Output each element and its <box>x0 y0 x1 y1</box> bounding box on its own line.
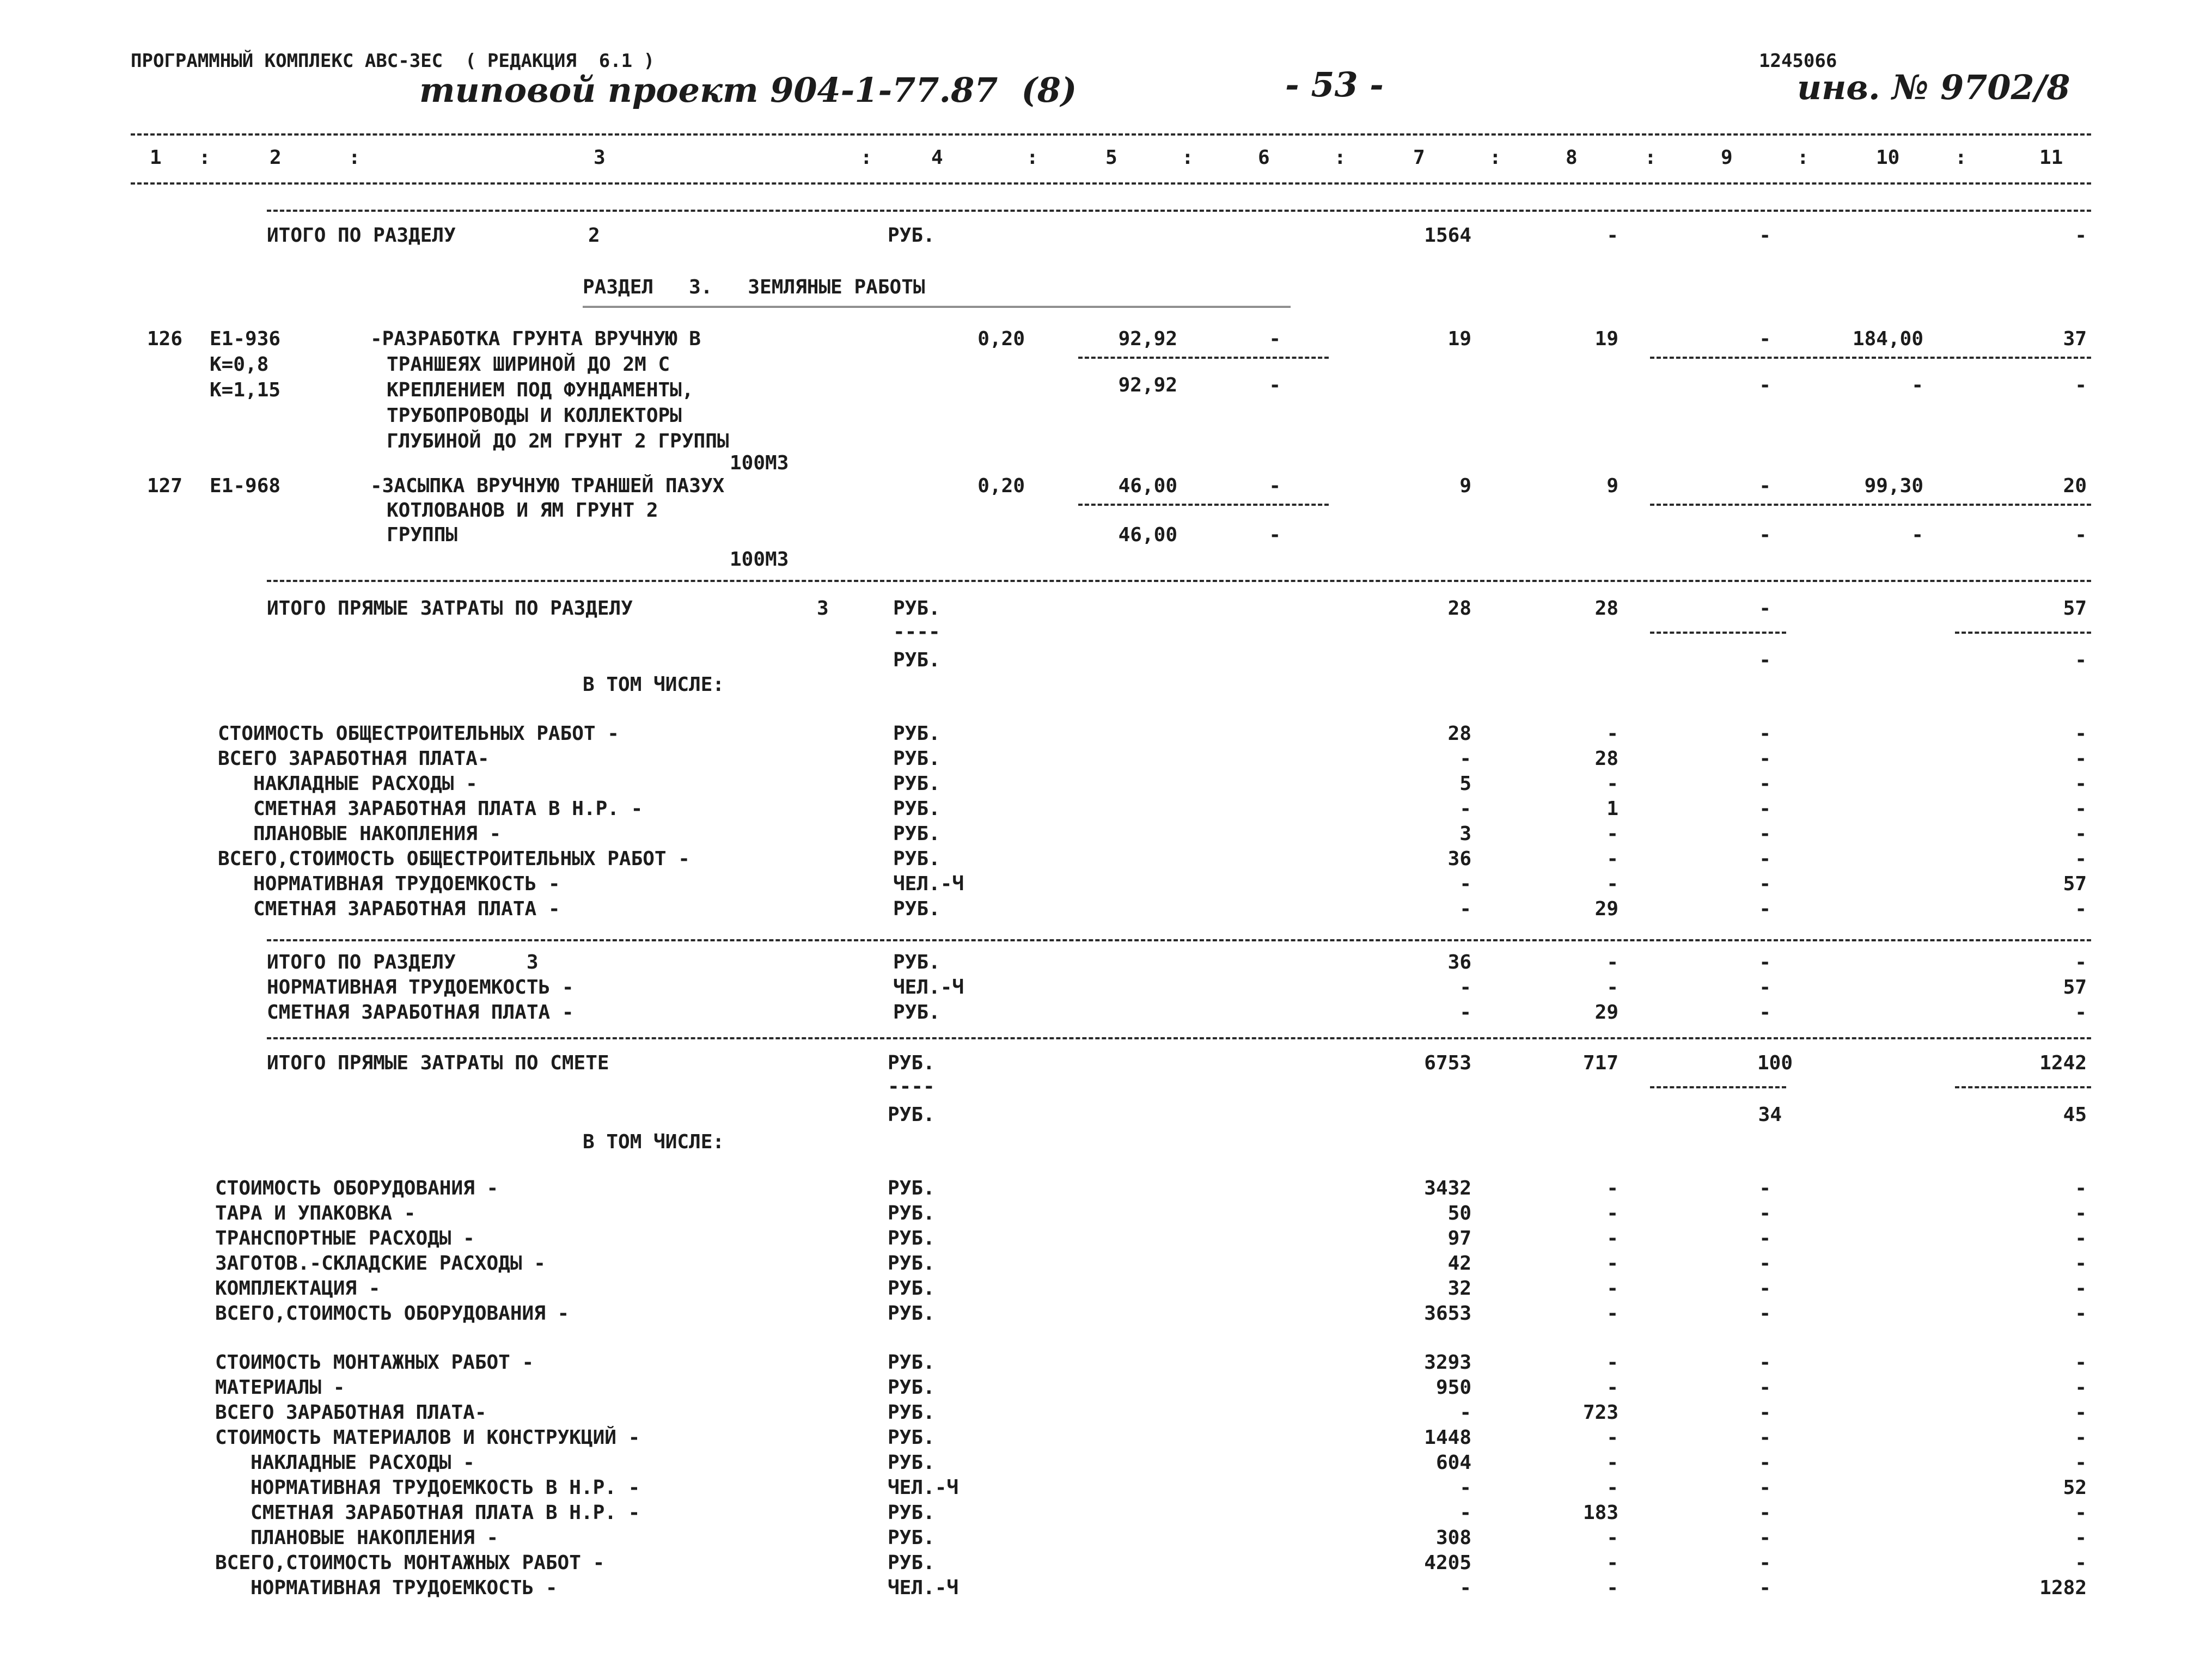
row-c7: - <box>1459 1577 1471 1599</box>
column-separator: : <box>199 146 211 169</box>
row-label: СМЕТНАЯ ЗАРАБОТНАЯ ПЛАТА В Н.Р. - <box>218 798 643 820</box>
row-unit: РУБ. <box>888 1277 935 1300</box>
program-header: ПРОГРАММНЫЙ КОМПЛЕКС АВС-3ЕС ( РЕДАКЦИЯ 6.1 ) <box>131 50 655 72</box>
row-label: СМЕТНАЯ ЗАРАБОТНАЯ ПЛАТА - <box>267 1001 574 1024</box>
row-unit: РУБ. <box>888 1376 935 1399</box>
row-label: СТОИМОСТЬ ОБЩЕСТРОИТЕЛЬНЫХ РАБОТ - <box>218 722 619 745</box>
row-unit: РУБ. <box>888 1552 935 1574</box>
column-header-cell: 2 <box>270 146 282 169</box>
row-c8: - <box>1606 823 1618 845</box>
row-c11: - <box>2075 773 2087 795</box>
row-label: ИТОГО ПО РАЗДЕЛУ 3 <box>267 951 539 973</box>
item-c7: 9 <box>1459 475 1471 497</box>
item-c5: 46,00 <box>1118 475 1177 497</box>
row-unit: РУБ. <box>888 1401 935 1424</box>
row-unit: РУБ. <box>888 1426 935 1449</box>
item-desc-line: -ЗАСЫПКА ВРУЧНУЮ ТРАНШЕЙ ПАЗУХ <box>370 475 725 497</box>
item-desc-line: ГЛУБИНОЙ ДО 2М ГРУНТ 2 ГРУППЫ <box>387 430 729 452</box>
row-label: ВСЕГО,СТОИМОСТЬ МОНТАЖНЫХ РАБОТ - <box>215 1552 605 1574</box>
split-rule <box>1955 632 2091 634</box>
row-c8: - <box>1606 1552 1618 1574</box>
section-rule <box>267 1037 2091 1039</box>
row-label: ВСЕГО ЗАРАБОТНАЯ ПЛАТА- <box>215 1401 487 1424</box>
item-c9: - <box>1759 475 1771 497</box>
row-c9: - <box>1759 1477 1771 1499</box>
direct-est-c9: 100 <box>1757 1052 1793 1074</box>
row-c11: - <box>2075 1202 2087 1224</box>
row-label: ПЛАНОВЫЕ НАКОПЛЕНИЯ - <box>215 1527 499 1549</box>
row-unit: РУБ. <box>893 848 940 870</box>
column-separator: : <box>1182 146 1194 169</box>
column-separator: : <box>1489 146 1501 169</box>
column-separator: : <box>1026 146 1038 169</box>
item-c9: - <box>1759 328 1771 350</box>
row-label: ЗАГОТОВ.-СКЛАДСКИЕ РАСХОДЫ - <box>215 1252 546 1275</box>
row-c8: - <box>1606 773 1618 795</box>
row-c11: - <box>2075 1252 2087 1275</box>
row-c11: - <box>2075 1177 2087 1199</box>
row-label: НОРМАТИВНАЯ ТРУДОЕМКОСТЬ - <box>215 1577 558 1599</box>
row-c11: - <box>2075 1351 2087 1374</box>
item-desc-line: КРЕПЛЕНИЕМ ПОД ФУНДАМЕНТЫ, <box>387 379 694 401</box>
row-c7: 42 <box>1447 1252 1471 1275</box>
row-c8: - <box>1606 1577 1618 1599</box>
row-unit: РУБ. <box>893 951 940 973</box>
project-handwritten: типовой проект 904-1-77.87 (8) <box>419 70 1077 110</box>
item-c10b: - <box>1911 374 1923 396</box>
row-c8: - <box>1606 1527 1618 1549</box>
row-c11: - <box>2075 1426 2087 1449</box>
row-c8: - <box>1606 1376 1618 1399</box>
row-c11: 57 <box>2063 873 2087 895</box>
item-c9b: - <box>1759 524 1771 546</box>
row-c7: - <box>1459 976 1471 999</box>
item-c11b: - <box>2075 524 2087 546</box>
row-c9: - <box>1759 1376 1771 1399</box>
row-label: ВСЕГО,СТОИМОСТЬ ОБЩЕСТРОИТЕЛЬНЫХ РАБОТ - <box>218 848 690 870</box>
section2-total-num: 2 <box>588 224 600 247</box>
item-unit-measure: 100М3 <box>730 548 789 571</box>
header-rule-top <box>131 133 2091 136</box>
row-c7: 3653 <box>1424 1302 1471 1325</box>
row-c8: - <box>1606 848 1618 870</box>
row-label: ТРАНСПОРТНЫЕ РАСХОДЫ - <box>215 1227 475 1250</box>
item-split-rule <box>1650 504 2091 506</box>
row-label: ВСЕГО ЗАРАБОТНАЯ ПЛАТА- <box>218 748 490 770</box>
row-unit: РУБ. <box>888 1252 935 1275</box>
row-label: ТАРА И УПАКОВКА - <box>215 1202 416 1224</box>
row-label: СТОИМОСТЬ МОНТАЖНЫХ РАБОТ - <box>215 1351 534 1374</box>
item-c10: 184,00 <box>1852 328 1923 350</box>
row-c7: 4205 <box>1424 1552 1471 1574</box>
section2-total-c7: 1564 <box>1424 224 1471 247</box>
row-c9: - <box>1759 798 1771 820</box>
row-c7: - <box>1459 798 1471 820</box>
column-header-cell: 10 <box>1876 146 1900 169</box>
row-c11: - <box>2075 722 2087 745</box>
section2-total-c9: - <box>1759 224 1771 247</box>
row-c8: 723 <box>1582 1401 1618 1424</box>
row-unit: РУБ. <box>893 798 940 820</box>
doc-number: 1245066 <box>1759 50 1837 72</box>
row-c8: 29 <box>1594 1001 1618 1024</box>
row-c11: - <box>2075 1527 2087 1549</box>
row-c7: - <box>1459 1477 1471 1499</box>
row-c9: - <box>1759 1527 1771 1549</box>
row-unit: РУБ. <box>893 898 940 920</box>
split-rule <box>1650 1086 1786 1088</box>
item-c5b: 46,00 <box>1118 524 1177 546</box>
row-unit: ЧЕЛ.-Ч <box>888 1577 959 1599</box>
row-c9: - <box>1759 1452 1771 1474</box>
row-c7: - <box>1459 748 1471 770</box>
row-c7: - <box>1459 873 1471 895</box>
column-header-cell: 3 <box>594 146 606 169</box>
direct-est-unit2: РУБ. <box>888 1104 935 1126</box>
row-c11: - <box>2075 1376 2087 1399</box>
row-c8: - <box>1606 1477 1618 1499</box>
row-c7: - <box>1459 1001 1471 1024</box>
row-unit: РУБ. <box>893 823 940 845</box>
row-c9: - <box>1759 1502 1771 1524</box>
column-separator: : <box>1334 146 1346 169</box>
item-c7: 19 <box>1447 328 1471 350</box>
column-separator: : <box>1797 146 1809 169</box>
direct3-c8: 28 <box>1594 597 1618 620</box>
row-c7: 308 <box>1435 1527 1471 1549</box>
column-header-cell: 5 <box>1105 146 1117 169</box>
inventory-number: инв. № 9702/8 <box>1797 68 2070 107</box>
column-separator: : <box>1955 146 1967 169</box>
row-c7: 50 <box>1447 1202 1471 1224</box>
row-c8: - <box>1606 873 1618 895</box>
row-unit: ЧЕЛ.-Ч <box>888 1477 959 1499</box>
row-unit: РУБ. <box>893 1001 940 1024</box>
row-c9: - <box>1759 848 1771 870</box>
row-c11: - <box>2075 1277 2087 1300</box>
direct3-num: 3 <box>817 597 829 620</box>
item-c8: 19 <box>1594 328 1618 350</box>
row-unit: РУБ. <box>888 1302 935 1325</box>
split-rule <box>1955 1086 2091 1088</box>
item-c5b: 92,92 <box>1118 374 1177 396</box>
direct-est-c11b: 45 <box>2063 1104 2087 1126</box>
item-desc-line: КОТЛОВАНОВ И ЯМ ГРУНТ 2 <box>387 499 658 522</box>
row-c7: 3293 <box>1424 1351 1471 1374</box>
section2-total-unit: РУБ. <box>888 224 935 247</box>
item-c9b: - <box>1759 374 1771 396</box>
row-c8: - <box>1606 1202 1618 1224</box>
column-separator: : <box>860 146 872 169</box>
section2-total-c8: - <box>1606 224 1618 247</box>
column-separator: : <box>349 146 360 169</box>
direct3-dashes: ---- <box>893 621 940 643</box>
row-c9: - <box>1759 1277 1771 1300</box>
column-header-cell: 8 <box>1566 146 1578 169</box>
row-c9: - <box>1759 773 1771 795</box>
row-c9: - <box>1759 1351 1771 1374</box>
row-c11: - <box>2075 1552 2087 1574</box>
row-c11: - <box>2075 898 2087 920</box>
row-c8: - <box>1606 976 1618 999</box>
row-c9: - <box>1759 898 1771 920</box>
row-c11: - <box>2075 1001 2087 1024</box>
row-c7: 28 <box>1447 722 1471 745</box>
row-c9: - <box>1759 1401 1771 1424</box>
direct-est-c7: 6753 <box>1424 1052 1471 1074</box>
row-unit: РУБ. <box>893 748 940 770</box>
row-c9: - <box>1759 1177 1771 1199</box>
item-coef: К=1,15 <box>210 379 281 401</box>
direct3-unit: РУБ. <box>893 597 940 620</box>
row-label: СМЕТНАЯ ЗАРАБОТНАЯ ПЛАТА В Н.Р. - <box>215 1502 640 1524</box>
header-rule-bottom <box>131 182 2091 185</box>
section2-total-label: ИТОГО ПО РАЗДЕЛУ <box>267 224 456 247</box>
row-c8: - <box>1606 1177 1618 1199</box>
row-c9: - <box>1759 1577 1771 1599</box>
row-unit: РУБ. <box>888 1351 935 1374</box>
row-unit: РУБ. <box>888 1527 935 1549</box>
row-c9: - <box>1759 951 1771 973</box>
row-c8: 28 <box>1594 748 1618 770</box>
direct3-label: ИТОГО ПРЯМЫЕ ЗАТРАТЫ ПО РАЗДЕЛУ <box>267 597 633 620</box>
section3-title-underline <box>583 306 1291 308</box>
section3-title: РАЗДЕЛ 3. ЗЕМЛЯНЫЕ РАБОТЫ <box>583 276 925 298</box>
row-c9: - <box>1759 873 1771 895</box>
direct3-c11: 57 <box>2063 597 2087 620</box>
row-label: КОМПЛЕКТАЦИЯ - <box>215 1277 381 1300</box>
row-c8: - <box>1606 722 1618 745</box>
row-c9: - <box>1759 823 1771 845</box>
row-c11: - <box>2075 1452 2087 1474</box>
item-c6: - <box>1269 475 1281 497</box>
row-c11: - <box>2075 951 2087 973</box>
row-c9: - <box>1759 748 1771 770</box>
row-c7: 950 <box>1435 1376 1471 1399</box>
item-desc-line: -РАЗРАБОТКА ГРУНТА ВРУЧНУЮ В <box>370 328 701 350</box>
item-c11: 20 <box>2063 475 2087 497</box>
row-c8: - <box>1606 1227 1618 1250</box>
column-header-cell: 1 <box>150 146 162 169</box>
row-c8: - <box>1606 1302 1618 1325</box>
row-c9: - <box>1759 976 1771 999</box>
item-c11: 37 <box>2063 328 2087 350</box>
column-header-cell: 4 <box>931 146 943 169</box>
row-unit: ЧЕЛ.-Ч <box>893 976 964 999</box>
row-unit: РУБ. <box>888 1227 935 1250</box>
row-c9: - <box>1759 722 1771 745</box>
page-number: - 53 - <box>1285 65 1384 105</box>
row-c11: 52 <box>2063 1477 2087 1499</box>
item-c10b: - <box>1911 524 1923 546</box>
section-rule <box>267 580 2091 582</box>
row-label: СТОИМОСТЬ МАТЕРИАЛОВ И КОНСТРУКЦИЙ - <box>215 1426 640 1449</box>
row-c9: - <box>1759 1426 1771 1449</box>
column-header-cell: 6 <box>1258 146 1270 169</box>
direct-est-dashes: ---- <box>888 1075 935 1098</box>
row-c9: - <box>1759 1202 1771 1224</box>
item-number: 127 <box>147 475 183 497</box>
row-c11: - <box>2075 798 2087 820</box>
row-label: СТОИМОСТЬ ОБОРУДОВАНИЯ - <box>215 1177 499 1199</box>
item-c6b: - <box>1269 524 1281 546</box>
row-c8: 1 <box>1606 798 1618 820</box>
row-unit: РУБ. <box>893 773 940 795</box>
row-c7: 604 <box>1435 1452 1471 1474</box>
row-c7: 36 <box>1447 848 1471 870</box>
item-c11b: - <box>2075 374 2087 396</box>
direct3-c9b: - <box>1759 649 1771 671</box>
row-unit: РУБ. <box>888 1177 935 1199</box>
row-c7: 5 <box>1459 773 1471 795</box>
row-unit: РУБ. <box>893 722 940 745</box>
row-label: НОРМАТИВНАЯ ТРУДОЕМКОСТЬ - <box>218 873 560 895</box>
direct-est-unit: РУБ. <box>888 1052 935 1074</box>
item-c6b: - <box>1269 374 1281 396</box>
row-c11: - <box>2075 1502 2087 1524</box>
item-c6: - <box>1269 328 1281 350</box>
direct-est-c11: 1242 <box>2039 1052 2087 1074</box>
row-c7: - <box>1459 1401 1471 1424</box>
row-label: СМЕТНАЯ ЗАРАБОТНАЯ ПЛАТА - <box>218 898 560 920</box>
row-c11: 57 <box>2063 976 2087 999</box>
row-c11: - <box>2075 1302 2087 1325</box>
row-c8: - <box>1606 1277 1618 1300</box>
item-desc-line: ТРУБОПРОВОДЫ И КОЛЛЕКТОРЫ <box>387 405 682 427</box>
direct-est-label: ИТОГО ПРЯМЫЕ ЗАТРАТЫ ПО СМЕТЕ <box>267 1052 609 1074</box>
row-c9: - <box>1759 1227 1771 1250</box>
row-c7: 36 <box>1447 951 1471 973</box>
row-label: НОРМАТИВНАЯ ТРУДОЕМКОСТЬ В Н.Р. - <box>215 1477 640 1499</box>
row-c8: - <box>1606 1452 1618 1474</box>
direct3-c11b: - <box>2075 649 2087 671</box>
row-c7: 3 <box>1459 823 1471 845</box>
row-c7: 97 <box>1447 1227 1471 1250</box>
row-unit: РУБ. <box>888 1452 935 1474</box>
row-c9: - <box>1759 1302 1771 1325</box>
row-c8: - <box>1606 1426 1618 1449</box>
direct-est-c9b: 34 <box>1758 1104 1782 1126</box>
direct-est-c8: 717 <box>1582 1052 1618 1074</box>
split-rule <box>1650 632 1786 634</box>
item-c5: 92,92 <box>1118 328 1177 350</box>
item-unit-measure: 100М3 <box>730 452 789 474</box>
row-c7: 3432 <box>1424 1177 1471 1199</box>
row-label: МАТЕРИАЛЫ - <box>215 1376 345 1399</box>
item-desc-line: ТРАНШЕЯХ ШИРИНОЙ ДО 2М С <box>387 353 670 376</box>
item-coef: К=0,8 <box>210 353 269 376</box>
row-c11: - <box>2075 1227 2087 1250</box>
section2-total-c11: - <box>2075 224 2087 247</box>
column-header-cell: 7 <box>1413 146 1425 169</box>
row-c11: - <box>2075 748 2087 770</box>
row-c9: - <box>1759 1552 1771 1574</box>
row-c7: - <box>1459 1502 1471 1524</box>
column-header-cell: 11 <box>2039 146 2063 169</box>
item-desc-line: ГРУППЫ <box>387 524 458 546</box>
row-c8: - <box>1606 951 1618 973</box>
row-c11: - <box>2075 823 2087 845</box>
row-label: НОРМАТИВНАЯ ТРУДОЕМКОСТЬ - <box>267 976 574 999</box>
direct3-unit2: РУБ. <box>893 649 940 671</box>
row-c8: 183 <box>1582 1502 1618 1524</box>
item-number: 126 <box>147 328 183 350</box>
column-header-cell: 9 <box>1721 146 1733 169</box>
item-split-rule <box>1078 504 1329 506</box>
row-unit: РУБ. <box>888 1502 935 1524</box>
row-c7: 1448 <box>1424 1426 1471 1449</box>
row-label: НАКЛАДНЫЕ РАСХОДЫ - <box>218 773 478 795</box>
row-unit: ЧЕЛ.-Ч <box>893 873 964 895</box>
section-rule <box>267 939 2091 941</box>
including-label: В ТОМ ЧИСЛЕ: <box>583 673 725 696</box>
column-separator: : <box>1645 146 1657 169</box>
including-label: В ТОМ ЧИСЛЕ: <box>583 1131 725 1153</box>
item-c10: 99,30 <box>1864 475 1923 497</box>
row-c7: 32 <box>1447 1277 1471 1300</box>
row-c9: - <box>1759 1252 1771 1275</box>
row-c11: - <box>2075 848 2087 870</box>
item-split-rule <box>1078 357 1329 359</box>
row-label: ВСЕГО,СТОИМОСТЬ ОБОРУДОВАНИЯ - <box>215 1302 570 1325</box>
row-c11: 1282 <box>2039 1577 2087 1599</box>
item-split-rule <box>1650 357 2091 359</box>
row-c7: - <box>1459 898 1471 920</box>
row-unit: РУБ. <box>888 1202 935 1224</box>
item-c8: 9 <box>1606 475 1618 497</box>
item-code: Е1-968 <box>210 475 281 497</box>
row-c8: - <box>1606 1351 1618 1374</box>
item-code: Е1-936 <box>210 328 281 350</box>
direct3-c9: - <box>1759 597 1771 620</box>
direct3-c7: 28 <box>1447 597 1471 620</box>
section-rule <box>267 210 2091 212</box>
row-c8: 29 <box>1594 898 1618 920</box>
row-c9: - <box>1759 1001 1771 1024</box>
row-label: ПЛАНОВЫЕ НАКОПЛЕНИЯ - <box>218 823 502 845</box>
item-c4: 0,20 <box>977 475 1025 497</box>
row-c11: - <box>2075 1401 2087 1424</box>
row-label: НАКЛАДНЫЕ РАСХОДЫ - <box>215 1452 475 1474</box>
item-c4: 0,20 <box>977 328 1025 350</box>
row-c8: - <box>1606 1252 1618 1275</box>
